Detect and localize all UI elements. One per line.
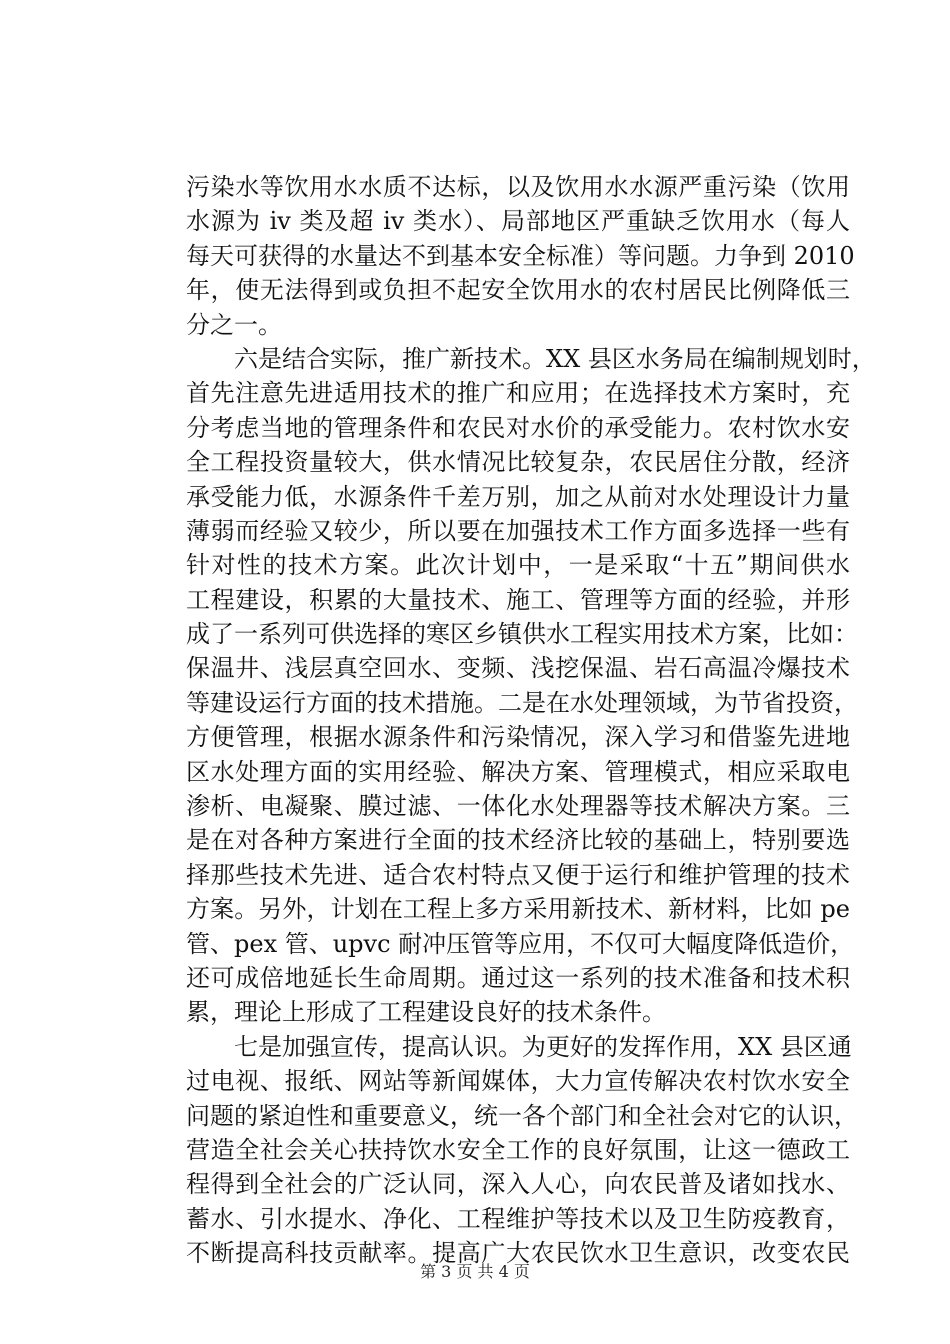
- text-line: 等建设运行方面的技术措施。二是在水处理领域，为节省投资，: [186, 688, 858, 717]
- text-line: 七是加强宣传，提高认识。为更好的发挥作用，XX 县区通: [186, 1032, 852, 1061]
- text-line: 全工程投资量较大，供水情况比较复杂，农民居住分散，经济: [186, 448, 850, 477]
- text-line: 蓄水、引水提水、净化、工程维护等技术以及卫生防疫教育，: [186, 1204, 850, 1233]
- text-line: 不断提高科技贡献率。提高广大农民饮水卫生意识，改变农民: [186, 1239, 850, 1268]
- text-line: 污染水等饮用水水质不达标，以及饮用水水源严重污染（饮用: [186, 173, 850, 201]
- page-footer: 第 3 页 共 4 页: [420, 1262, 530, 1281]
- text-line: 针对性的技术方案。此次计划中，一是采取“十五”期间供水: [186, 551, 850, 580]
- text-line: 分考虑当地的管理条件和农民对水价的承受能力。农村饮水安: [186, 413, 850, 442]
- text-line: 水源为 iv 类及超 iv 类水）、局部地区严重缺乏饮用水（每人: [186, 207, 850, 236]
- text-line: 工程建设，积累的大量技术、施工、管理等方面的经验，并形: [186, 585, 850, 614]
- text-line: 首先注意先进适用技术的推广和应用；在选择技术方案时，充: [186, 379, 850, 408]
- text-line: 六是结合实际，推广新技术。XX 县区水务局在编制规划时，: [186, 344, 876, 373]
- text-line: 管、pex 管、upvc 耐冲压管等应用，不仅可大幅度降低造价，: [186, 929, 855, 958]
- text-line: 还可成倍地延长生命周期。通过这一系列的技术准备和技术积: [186, 963, 850, 992]
- text-line: 问题的紧迫性和重要意义，统一各个部门和全社会对它的认识，: [186, 1101, 858, 1130]
- text-line: 成了一系列可供选择的寒区乡镇供水工程实用技术方案，比如：: [186, 620, 858, 649]
- text-line: 营造全社会关心扶持饮水安全工作的良好氛围，让这一德政工: [186, 1135, 850, 1164]
- text-line: 方案。另外，计划在工程上多方采用新技术、新材料，比如 pe: [186, 895, 850, 924]
- text-line: 渗析、电凝聚、膜过滤、一体化水处理器等技术解决方案。三: [186, 792, 850, 821]
- text-line: 承受能力低，水源条件千差万别，加之从前对水处理设计力量: [186, 482, 850, 511]
- text-line: 累，理论上形成了工程建设良好的技术条件。: [186, 998, 666, 1027]
- text-line: 方便管理，根据水源条件和污染情况，深入学习和借鉴先进地: [186, 723, 850, 752]
- text-line: 区水处理方面的实用经验、解决方案、管理模式，相应采取电: [186, 757, 850, 786]
- body-text: [186, 170, 876, 1271]
- text-line: 程得到全社会的广泛认同，深入人心，向农民普及诸如找水、: [186, 1170, 850, 1199]
- text-line: 分之一。: [186, 310, 282, 339]
- text-line: 薄弱而经验又较少，所以要在加强技术工作方面多选择一些有: [186, 516, 850, 545]
- text-line: 过电视、报纸、网站等新闻媒体，大力宣传解决农村饮水安全: [186, 1067, 850, 1096]
- text-line: 每天可获得的水量达不到基本安全标准）等问题。力争到 2010: [186, 241, 855, 270]
- text-line: 是在对各种方案进行全面的技术经济比较的基础上，特别要选: [186, 826, 850, 855]
- text-line: 年，使无法得到或负担不起安全饮用水的农村居民比例降低三: [186, 276, 850, 305]
- text-line: 择那些技术先进、适合农村特点又便于运行和维护管理的技术: [186, 860, 850, 889]
- text-line: 保温井、浅层真空回水、变频、浅挖保温、岩石高温冷爆技术: [186, 654, 850, 683]
